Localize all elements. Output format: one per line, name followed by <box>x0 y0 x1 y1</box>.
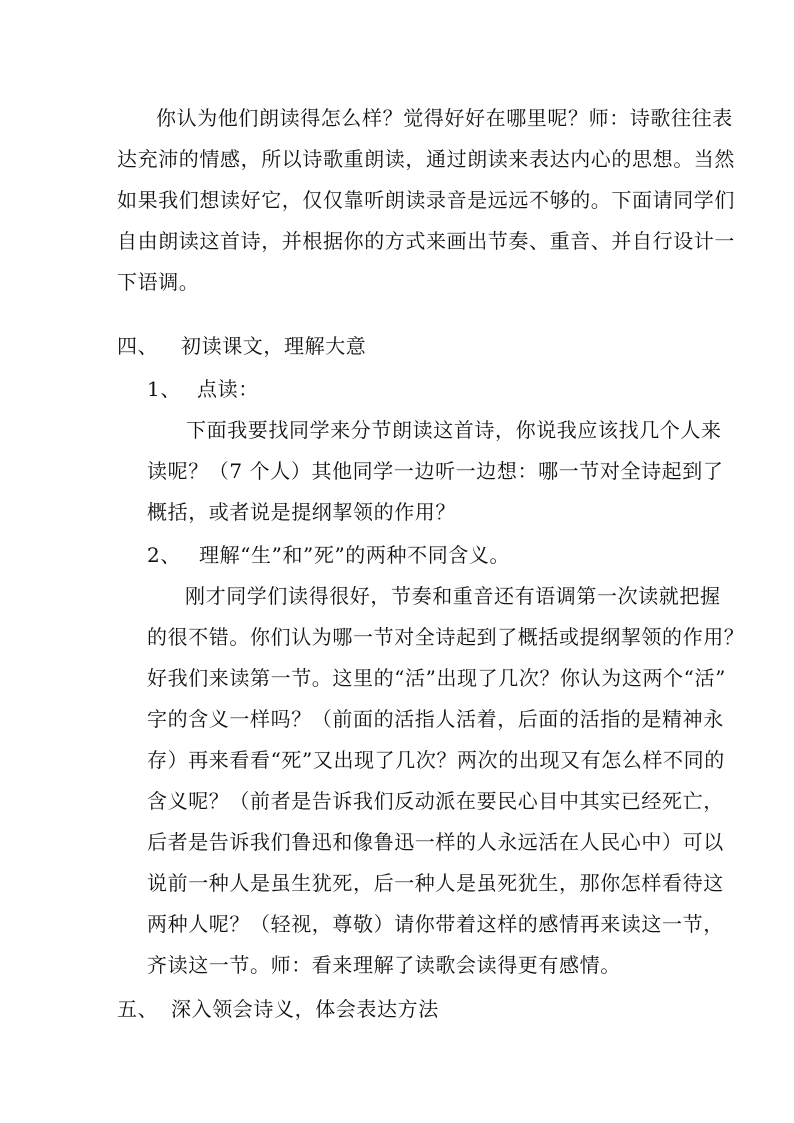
item-1-text-line-1: 下面我要找同学来分节朗读这首诗，你说我应该找几个人来 <box>186 418 722 442</box>
item-2-text-line-5: 存）再来看看“死”又出现了几次？两次的出现又有怎么样不同的 <box>147 748 725 772</box>
item-2-text-line-7: 后者是告诉我们鲁迅和像鲁迅一样的人永远活在人民心中）可以 <box>147 830 724 854</box>
item-1-number: 1、 <box>147 377 181 401</box>
item-1-title: 点读： <box>197 377 259 401</box>
item-2-text-line-10: 齐读这一节。师：看来理解了读歌会读得更有感情。 <box>147 953 621 977</box>
item-2-text-line-9: 两种人呢？（轻视，尊敬）请你带着这样的感情再来读这一节， <box>147 912 724 936</box>
item-2-text-line-1: 刚才同学们读得很好，节奏和重音还有语调第一次读就把握 <box>185 584 721 608</box>
item-1-text-line-3: 概括，或者说是提纲挈领的作用？ <box>147 500 456 524</box>
item-2-text-line-6: 含义呢？（前者是告诉我们反动派在要民心目中其实已经死亡， <box>147 789 724 813</box>
section-4-title: 初读课文，理解大意 <box>181 334 367 358</box>
item-2-title: 理解“生”和”死”的两种不同含义。 <box>199 543 511 567</box>
paragraph-1-line-3: 如果我们想读好它，仅仅靠听朗读录音是远远不够的。下面请同学们 <box>117 188 735 212</box>
paragraph-1-line-5: 下语调。 <box>117 270 200 294</box>
section-5-title: 深入领会诗义，体会表达方法 <box>171 997 439 1021</box>
item-2-text-line-2: 的很不错。你们认为哪一节对全诗起到了概括或提纲挈领的作用？ <box>147 625 745 649</box>
item-2-text-line-8: 说前一种人是虽生犹死，后一种人是虽死犹生，那你怎样看待这 <box>147 871 724 895</box>
paragraph-1-line-4: 自由朗读这首诗，并根据你的方式来画出节奏、重音、并自行设计一 <box>117 229 735 253</box>
paragraph-1-line-1: 你认为他们朗读得怎么样？觉得好好在哪里呢？师：诗歌往往表 <box>156 106 733 130</box>
item-2-number: 2、 <box>147 543 181 567</box>
item-2-text-line-4: 字的含义一样吗？（前面的活指人活着，后面的活指的是精神永 <box>147 707 724 731</box>
section-4-number: 四、 <box>117 334 159 358</box>
section-5-number: 五、 <box>117 997 159 1021</box>
item-2-text-line-3: 好我们来读第一节。这里的“活”出现了几次？你认为这两个“活” <box>147 666 726 690</box>
paragraph-1-line-2: 达充沛的情感，所以诗歌重朗读，通过朗读来表达内心的思想。当然 <box>117 147 735 171</box>
item-1-text-line-2: 读呢？（7 个人）其他同学一边听一边想：哪一节对全诗起到了 <box>147 459 724 483</box>
